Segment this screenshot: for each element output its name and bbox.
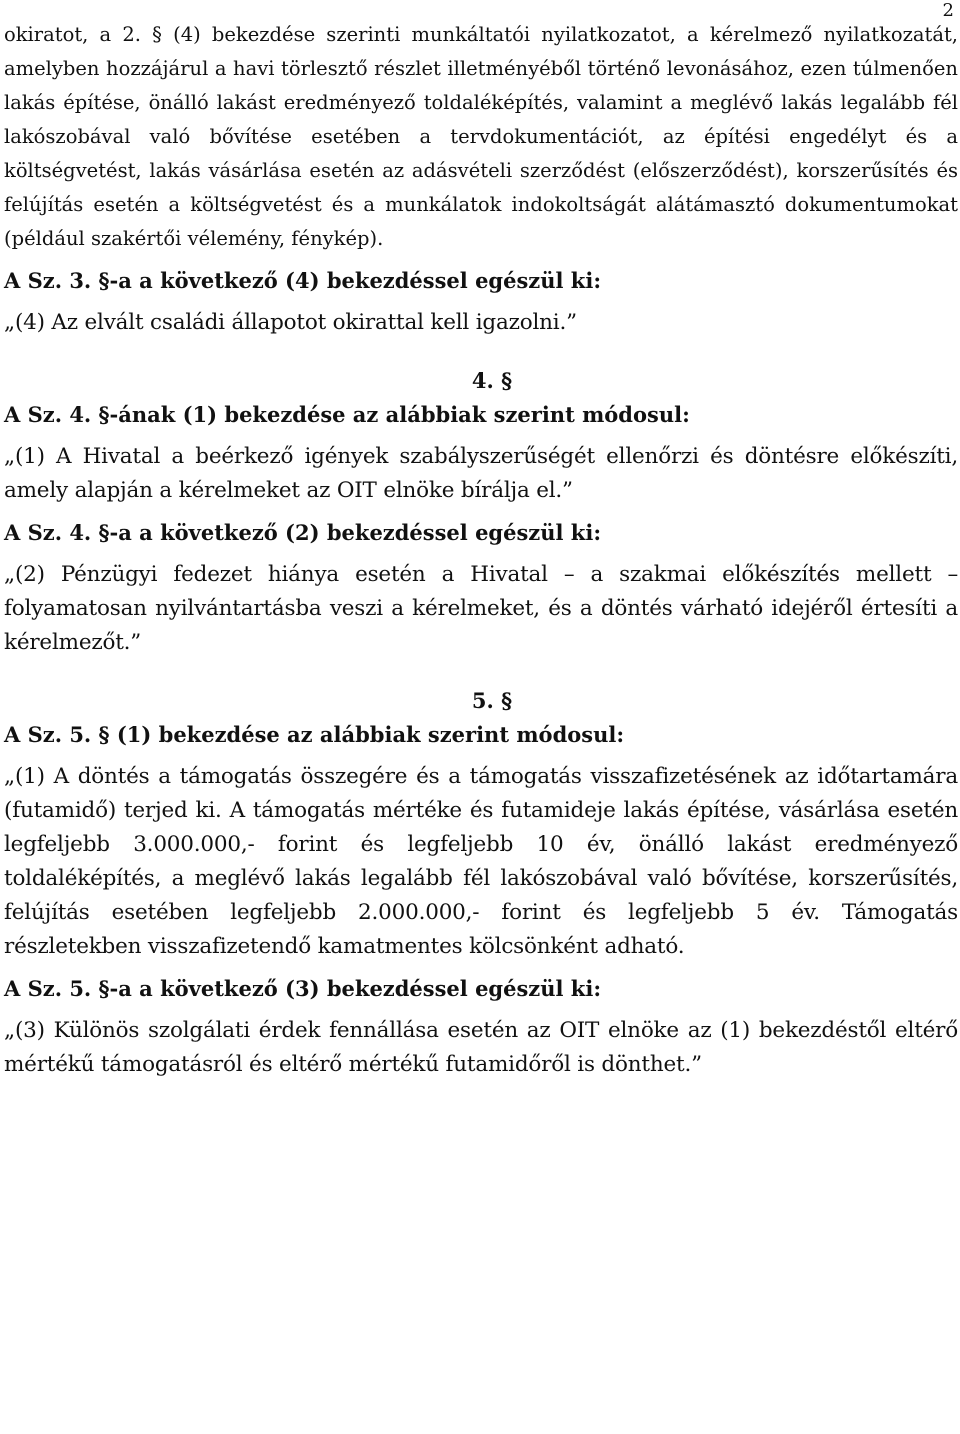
amendment-heading-4-2: A Sz. 4. §-a a következő (2) bekezdéssel egészül ki: xyxy=(4,520,602,545)
section-heading-4: 4. § xyxy=(471,368,513,393)
amendment-heading-5-1: A Sz. 5. § (1) bekezdése az alábbiak szerint módosul: xyxy=(4,722,625,747)
page-number: 2 xyxy=(942,0,954,21)
amendment-heading-5-3: A Sz. 5. §-a a következő (3) bekezdéssel egészül ki: xyxy=(4,976,602,1001)
paragraph-documents-list: okiratot, a 2. § (4) bekezdése szerinti munkáltatói nyilatkozatot, a kérelmező nyilatkozatát, amelyben hozzájárul a havi törlesztő részlet illetményéből történő levonásához, ezen túlmenően lakás építése, önálló lakást eredményező toldaléképítés, valamint a meglévő lakás legalább fél lakószobával való bővítése esetében a tervdokumentációt, az építési engedélyt és a költségvetést, lakás vásárlása esetén az adásvételi szerződést (előszerződést), korszerűsítés és felújítás esetén a költségvetést és a munkálatok indokoltságát alátámasztó dokumentumokat (például szakértői vélemény, fénykép). xyxy=(4,23,958,250)
amendment-heading-4-1: A Sz. 4. §-ának (1) bekezdése az alábbiak szerint módosul: xyxy=(4,402,690,427)
paragraph-divorced-status: „(4) Az elvált családi állapotot okirattal kell igazolni.” xyxy=(4,310,577,335)
paragraph-financial-coverage: „(2) Pénzügyi fedezet hiánya esetén a Hivatal – a szakmai előkészítés mellett – folyamatosan nyilvántartásba veszi a kérelmeket, és a döntés várható idejéről értesíti a kérelmezőt.” xyxy=(4,562,958,655)
section-heading-5: 5. § xyxy=(471,688,513,713)
paragraph-office-review: „(1) A Hivatal a beérkező igények szabályszerűségét ellenőrzi és döntésre előkészíti, amely alapján a kérelmeket az OIT elnöke bírálja el.” xyxy=(4,444,958,503)
amendment-heading-3-4: A Sz. 3. §-a a következő (4) bekezdéssel egészül ki: xyxy=(4,268,602,293)
document-page xyxy=(4,18,958,1082)
paragraph-support-amount: „(1) A döntés a támogatás összegére és a támogatás visszafizetésének az időtartamára (futamidő) terjed ki. A támogatás mértéke és futamideje lakás építése, vásárlása esetén legfeljebb 3.000.000,- forint és legfeljebb 10 év, önálló lakást eredményező toldaléképítés, a meglévő lakás legalább fél lakószobával való bővítése, korszerűsítés, felújítás esetében legfeljebb 2.000.000,- forint és legfeljebb 5 év. Támogatás részletekben visszafizetendő kamatmentes kölcsönként adható. xyxy=(4,764,958,959)
paragraph-special-interest: „(3) Különös szolgálati érdek fennállása esetén az OIT elnöke az (1) bekezdéstől eltérő mértékű támogatásról és eltérő mértékű futamidőről is dönthet.” xyxy=(4,1018,958,1077)
